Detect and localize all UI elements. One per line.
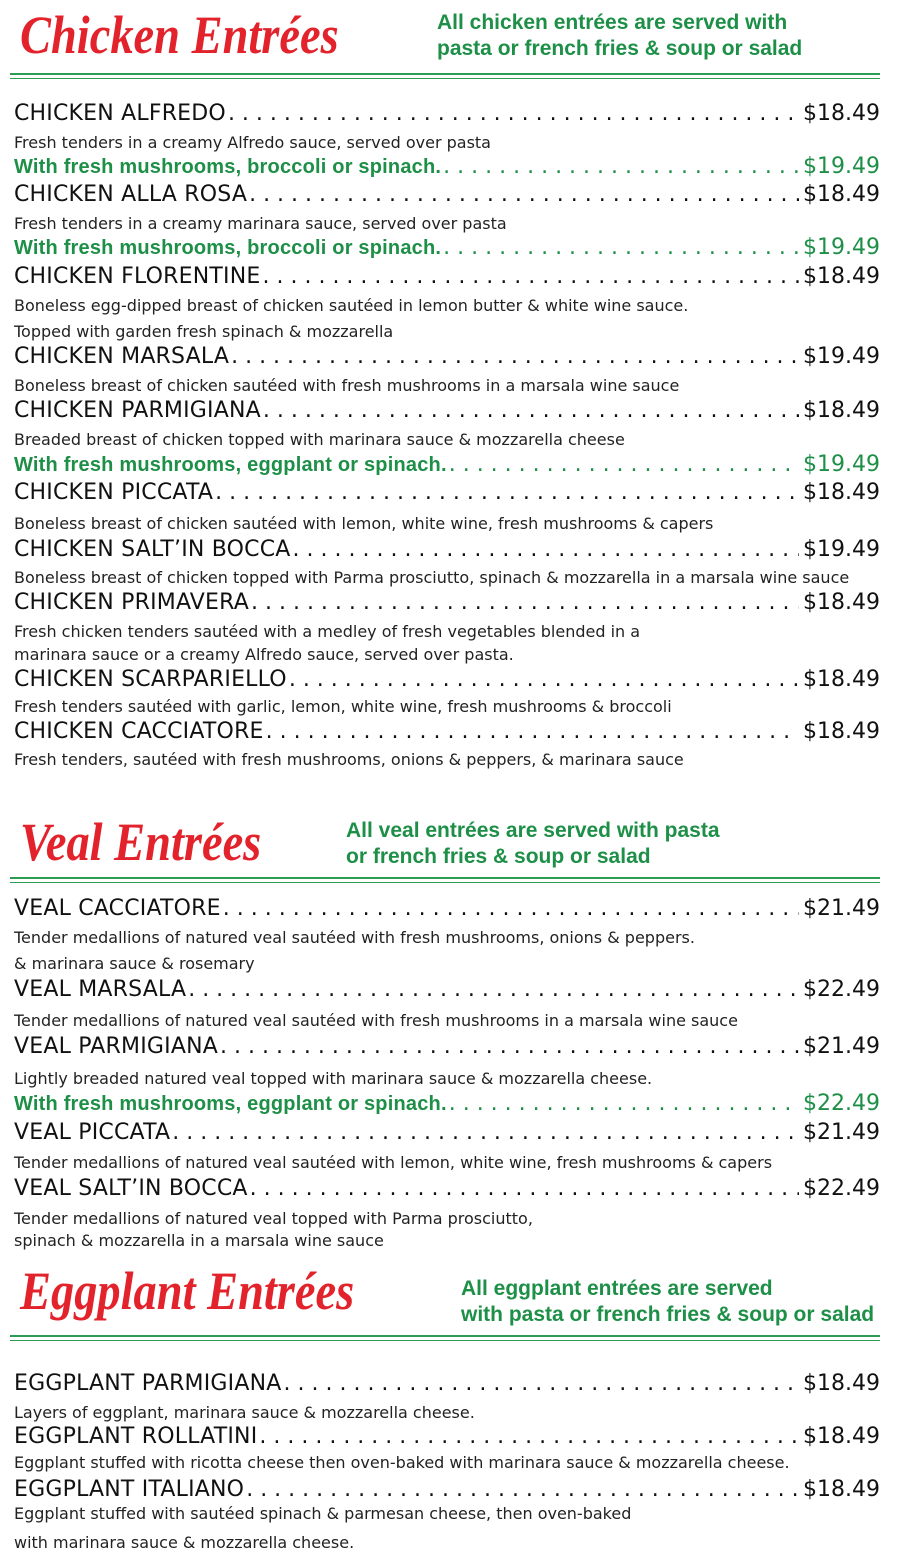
dot-leader [263,398,799,423]
item-description: spinach & mozzarella in a marsala wine sauce [14,1231,384,1250]
eggplant-section-title: Eggplant Entrées [20,1261,355,1321]
menu-item-eggplant-parmigiana [14,1371,880,1396]
menu-item-veal-cacciatore [14,896,880,921]
item-name: CHICKEN MARSALA [14,344,230,369]
dot-leader [250,1176,799,1201]
item-name: CHICKEN PRIMAVERA [14,590,249,615]
item-price: $19.49 [803,537,880,562]
menu-item-chicken-scarpariello [14,667,880,692]
dot-leader [228,101,799,126]
item-price: $21.49 [803,896,880,921]
eggplant-divider-top [10,1335,880,1337]
menu-item-veal-salt-in-bocca [14,1176,880,1201]
veal-section-title: Veal Entrées [20,812,262,872]
item-price: $19.49 [803,344,880,369]
dot-leader [188,977,799,1002]
item-name: CHICKEN FLORENTINE [14,264,261,289]
item-description: Breaded breast of chicken topped with marinara sauce & mozzarella cheese [14,430,625,449]
dot-leader [284,1371,799,1396]
item-price: $22.49 [803,1176,880,1201]
item-name: CHICKEN ALLA ROSA [14,182,248,207]
item-price: $21.49 [803,1120,880,1145]
dot-leader [223,896,799,921]
veal-section-note: All veal entrées are served with pasta or french fries & soup or salad [346,819,720,868]
eggplant-divider-bottom [10,1340,880,1341]
dot-leader [289,667,799,692]
item-name: CHICKEN SCARPARIELLO [14,667,287,692]
item-option-row [14,235,880,260]
item-name: EGGPLANT ROLLATINI [14,1424,258,1449]
menu-item-eggplant-rollatini [14,1424,880,1449]
item-description: Tender medallions of natured veal sautéed with lemon, white wine, fresh mushrooms & capers [14,1153,773,1172]
item-price: $22.49 [803,977,880,1002]
dot-leader [251,590,799,615]
item-name: VEAL SALT’IN BOCCA [14,1176,248,1201]
menu-item-veal-piccata [14,1120,880,1145]
dot-leader [231,344,799,369]
item-name: VEAL CACCIATORE [14,896,221,921]
item-name: CHICKEN ALFREDO [14,101,226,126]
dot-leader [443,154,799,179]
item-price: $18.49 [803,480,880,505]
item-name: CHICKEN CACCIATORE [14,719,264,744]
item-option-row [14,1091,880,1116]
item-price: $18.49 [803,590,880,615]
item-description: Tender medallions of natured veal sautéed with fresh mushrooms in a marsala wine sauce [14,1011,738,1030]
item-name: EGGPLANT PARMIGIANA [14,1371,282,1396]
item-name: VEAL PARMIGIANA [14,1034,219,1059]
dot-leader [246,1477,799,1502]
item-price: $18.49 [803,264,880,289]
menu-item-chicken-florentine [14,264,880,289]
item-description: Boneless breast of chicken topped with Parma prosciutto, spinach & mozzarella in a marsala wine sauce [14,568,850,587]
item-option-row [14,452,880,477]
item-description: Fresh tenders sautéed with garlic, lemon, white wine, fresh mushrooms & broccoli [14,697,672,716]
item-description: Fresh chicken tenders sautéed with a medley of fresh vegetables blended in a [14,622,641,641]
item-price: $19.49 [803,154,880,179]
menu-item-chicken-salt-in-bocca [14,537,880,562]
item-option-row [14,154,880,179]
item-price: $21.49 [803,1034,880,1059]
item-description: Fresh tenders, sautéed with fresh mushrooms, onions & peppers, & marinara sauce [14,750,684,769]
item-name: VEAL MARSALA [14,977,187,1002]
item-description: Tender medallions of natured veal sautéed with fresh mushrooms, onions & peppers. [14,928,695,947]
menu-item-chicken-parmigiana [14,398,880,423]
dot-leader [266,719,799,744]
menu-item-eggplant-italiano [14,1477,880,1502]
menu-item-chicken-alfredo [14,101,880,126]
item-description: Eggplant stuffed with ricotta cheese then oven-baked with marinara sauce & mozzarella cheese. [14,1453,790,1472]
chicken-section-note: All chicken entrées are served with pasta or french fries & soup or salad [437,11,803,60]
item-name: CHICKEN PARMIGIANA [14,398,261,423]
menu-item-chicken-alla-rosa [14,182,880,207]
item-price: $18.49 [803,398,880,423]
item-option-label: With fresh mushrooms, eggplant or spinach. [14,454,447,476]
item-price: $18.49 [803,667,880,692]
menu-item-chicken-marsala [14,344,880,369]
menu-item-veal-parmigiana [14,1034,880,1059]
item-price: $18.49 [803,101,880,126]
dot-leader [449,452,799,477]
chicken-divider-top [10,73,880,75]
item-price: $18.49 [803,719,880,744]
item-description: Topped with garden fresh spinach & mozzarella [14,322,394,341]
dot-leader [293,537,799,562]
dot-leader [249,182,799,207]
item-price: $22.49 [803,1091,880,1116]
dot-leader [220,1034,799,1059]
item-price: $19.49 [803,235,880,260]
dot-leader [449,1091,799,1116]
chicken-divider-bottom [10,78,880,79]
item-description: Boneless breast of chicken sautéed with fresh mushrooms in a marsala wine sauce [14,376,680,395]
menu-item-chicken-primavera [14,590,880,615]
item-name: VEAL PICCATA [14,1120,171,1145]
item-option-label: With fresh mushrooms, broccoli or spinach. [14,156,442,178]
item-description: & marinara sauce & rosemary [14,954,255,973]
item-name: EGGPLANT ITALIANO [14,1477,245,1502]
item-description: marinara sauce or a creamy Alfredo sauce, served over pasta. [14,645,514,664]
item-name: CHICKEN PICCATA [14,480,214,505]
dot-leader [215,480,799,505]
item-option-label: With fresh mushrooms, eggplant or spinach. [14,1093,447,1115]
chicken-section-title: Chicken Entrées [20,5,339,65]
item-description: Tender medallions of natured veal topped with Parma prosciutto, [14,1209,533,1228]
item-description: Layers of eggplant, marinara sauce & mozzarella cheese. [14,1403,475,1422]
dot-leader [443,235,799,260]
item-price: $19.49 [803,452,880,477]
menu-item-chicken-piccata [14,480,880,505]
item-price: $18.49 [803,1371,880,1396]
veal-divider-top [10,877,880,879]
item-option-label: With fresh mushrooms, broccoli or spinach. [14,237,442,259]
item-description: Boneless egg-dipped breast of chicken sautéed in lemon butter & white wine sauce. [14,296,689,315]
dot-leader [172,1120,799,1145]
item-price: $18.49 [803,1424,880,1449]
item-description: Lightly breaded natured veal topped with marinara sauce & mozzarella cheese. [14,1069,653,1088]
item-price: $18.49 [803,182,880,207]
dot-leader [263,264,800,289]
menu-item-veal-marsala [14,977,880,1002]
menu-item-chicken-cacciatore [14,719,880,744]
item-description: Fresh tenders in a creamy Alfredo sauce, served over pasta [14,133,491,152]
dot-leader [259,1424,799,1449]
item-description: Fresh tenders in a creamy marinara sauce, served over pasta [14,214,507,233]
eggplant-section-note: All eggplant entrées are served with pasta or french fries & soup or salad [461,1277,875,1326]
item-description: with marinara sauce & mozzarella cheese. [14,1533,355,1552]
item-price: $18.49 [803,1477,880,1502]
veal-divider-bottom [10,882,880,883]
item-name: CHICKEN SALT’IN BOCCA [14,537,291,562]
item-description: Eggplant stuffed with sautéed spinach & parmesan cheese, then oven-baked [14,1504,632,1523]
item-description: Boneless breast of chicken sautéed with lemon, white wine, fresh mushrooms & capers [14,514,714,533]
